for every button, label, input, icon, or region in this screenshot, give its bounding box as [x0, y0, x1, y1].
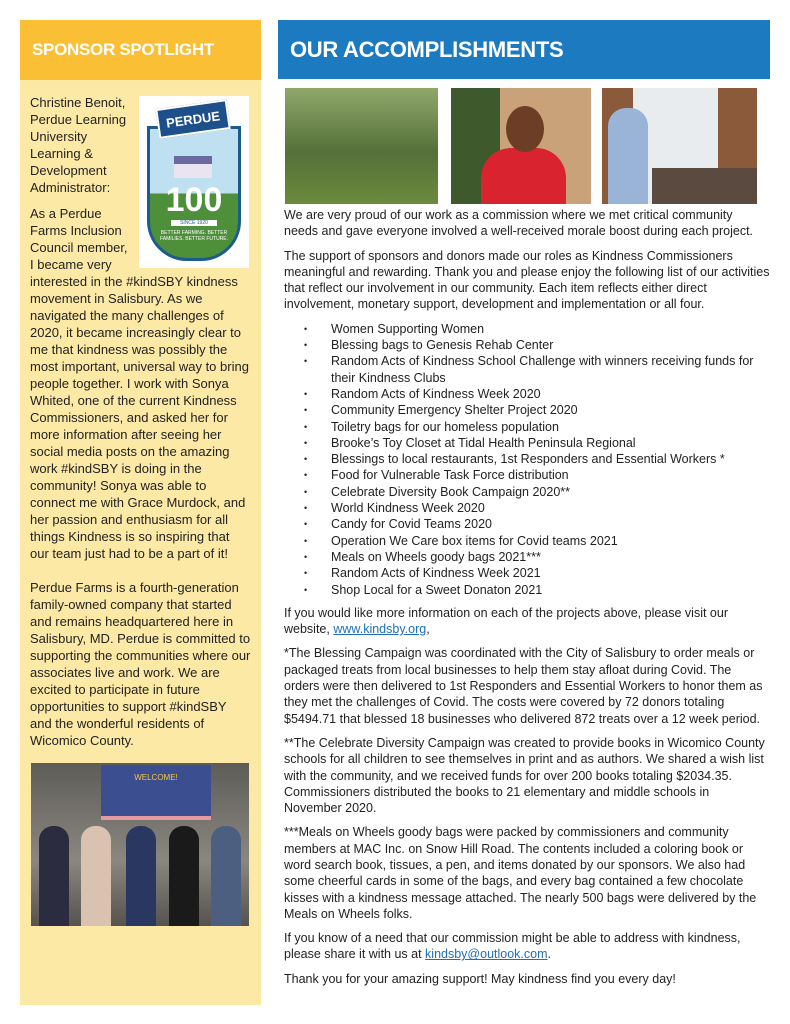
list-item: • Brooke’s Toy Closet at Tidal Health Peninsula Regional — [304, 435, 770, 451]
sponsor-spotlight-title: SPONSOR SPOTLIGHT — [20, 20, 261, 80]
perdue-team-photo — [31, 763, 249, 926]
list-item: • Blessings to local restaurants, 1st Responders and Essential Workers * — [304, 451, 770, 467]
list-item: • Celebrate Diversity Book Campaign 2020** — [304, 484, 770, 500]
woman-holding-heart-photo — [451, 88, 591, 204]
blessing-note: *The Blessing Campaign was coordinated with the City of Salisbury to order meals or packaged treats from local businesses to help them stay afloat during Covid. The orders were then delivered to 1st Responders and Essential Workers to honor them as they met the challenges of Covid. The costs were covered by 72 donors totaling $5494.71 that blessed 18 businesses who delivered 872 treats over a 12 week period. — [284, 646, 763, 726]
list-item: • Operation We Care box items for Covid teams 2021 — [304, 533, 770, 549]
intro-paragraph: We are very proud of our work as a commission where we met critical community needs and gave everyone involved a well-received morale boost during each project. — [284, 208, 754, 239]
list-item: • Toiletry bags for our homeless population — [304, 419, 770, 435]
sponsor-paragraph-2: Perdue Farms is a fourth-generation family-owned company that started and remains headquartered here in Salisbury, MD. Perdue is committed to supporting the communities where our associates live and work. We are excited to participate in future opportunities to support #kindSBY and the wonderful residents of Wicomico County. — [30, 580, 251, 748]
diversity-note: **The Celebrate Diversity Campaign was created to provide books in Wicomico County schools for all children to see themselves in print and as authors. We shared a wish list with the community, and we received funds for over 200 books totaling $2034.35. Commissioners distributed the books to 21 elementary and middle schools in November 2020. — [284, 735, 765, 816]
logo-tagline: BETTER FARMING. BETTER FAMILIES. BETTER FUTURE. — [159, 230, 229, 242]
accomplishments-body — [284, 207, 770, 995]
logo-number: 100 — [165, 181, 223, 219]
list-item: • Blessing bags to Genesis Rehab Center — [304, 337, 770, 353]
logo-brand: PERDUE — [155, 99, 230, 139]
accomplishments-list — [304, 321, 770, 598]
list-item: • Food for Vulnerable Task Force distribution — [304, 467, 770, 483]
website-link[interactable]: www.kindsby.org — [333, 622, 427, 637]
sponsor-spotlight-panel — [20, 20, 261, 1005]
support-paragraph: The support of sponsors and donors made our roles as Kindness Commissioners meaningful and rewarding. Thank you and please enjoy the following list of our activities that reflect our involvement in our community. Each item reflects either direct involvement, monetary support, development and implementation or all four. — [284, 248, 770, 312]
contact-paragraph: If you know of a need that our commission might be able to address with kindness, please share it with us at kindsby@outlook.com. — [284, 931, 741, 962]
sponsor-intro: Christine Benoit, Perdue Learning University Learning & Development Administrator: — [30, 95, 127, 195]
list-item: • World Kindness Week 2020 — [304, 500, 770, 516]
welcome-sign: WELCOME! — [101, 765, 211, 820]
list-item: • Meals on Wheels goody bags 2021*** — [304, 549, 770, 565]
email-link[interactable]: kindsby@outlook.com — [425, 947, 548, 962]
logo-since: SINCE 1920 — [171, 220, 217, 226]
list-item: • Women Supporting Women — [304, 321, 770, 337]
perdue-100-logo — [139, 96, 249, 268]
accomplishments-title: OUR ACCOMPLISHMENTS — [278, 20, 770, 79]
list-item: • Candy for Covid Teams 2020 — [304, 516, 770, 532]
group-outdoor-photo — [285, 88, 438, 204]
list-item: • Random Acts of Kindness School Challenge with winners receiving funds for their Kindness Clubs — [304, 353, 770, 386]
closing-line: Thank you for your amazing support! May kindness find you every day! — [284, 971, 676, 986]
list-item: • Random Acts of Kindness Week 2021 — [304, 565, 770, 581]
meals-on-wheels-note: ***Meals on Wheels goody bags were packed by commissioners and community members at MAC Inc. on Snow Hill Road. The contents included a coloring book or word search book, tissues, a pen, and items donated by our sponsors. We also had some cheerful cards in some of the bags, and every bag contained a few chocolate kisses with a kindness message attached. The nearly 500 bags were delivered by the Meals on Wheels folks. — [284, 825, 757, 921]
list-item: • Shop Local for a Sweet Donaton 2021 — [304, 582, 770, 598]
more-info-paragraph: If you would like more information on each of the projects above, please visit our website, www.kindsby.org, — [284, 605, 728, 637]
list-item: • Random Acts of Kindness Week 2020 — [304, 386, 770, 402]
packing-bags-photo — [602, 88, 757, 204]
sponsor-paragraph-1: As a Perdue Farms Inclusion Council member, I became very interested in the #kindSBY kindness movement in Salisbury. As we navigated the many challenges of 2020, it became increasingly clear to me that kindness was possibly the most important, universal way to bring people together. I work with Sonya Whited, one of the current Kindness Commissioners, and asked her for more information after seeing her social media posts on the amazing work #kindSBY is doing in the community! Sonya was able to connect me with Grace Murdock, and her passion and enthusiasm for all things Kindness is so inspiring that our team just had to be a part of it! — [30, 206, 249, 561]
list-item: • Community Emergency Shelter Project 2020 — [304, 402, 770, 418]
